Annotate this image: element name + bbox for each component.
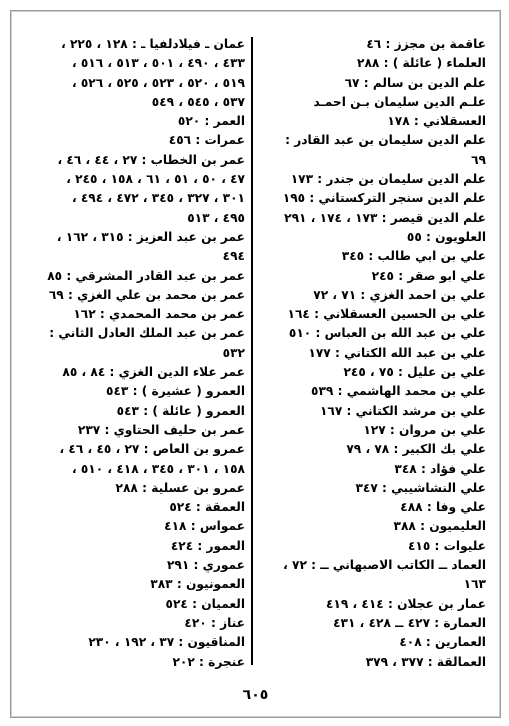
index-entry-line: ٤٩٥ ، ٥١٣ bbox=[187, 210, 245, 225]
index-entry-line: علي بن مرشد الكتاني : ١٦٧ bbox=[319, 403, 486, 418]
index-entry-line: عمر علاء الدين الغزي : ٨٤ ، ٨٥ bbox=[62, 365, 245, 380]
index-entry-line: علم الدين سنجر التركستاني : ١٩٥ bbox=[282, 191, 486, 206]
index-entry-line: علـم الدين سليمان بـن احمـد bbox=[313, 94, 486, 109]
index-entry-line: عمر بن عبد الملك العادل الثاني : bbox=[49, 326, 245, 341]
index-entry-line: العمارين : ٤٠٨ bbox=[399, 635, 486, 650]
index-entry-line: علي فؤاد : ٣٤٨ bbox=[394, 461, 486, 476]
index-entry-line: علي بك الكبير : ٧٨ ، ٧٩ bbox=[346, 442, 486, 457]
index-entry-line: عمواس : ٤١٨ bbox=[164, 519, 245, 534]
index-entry-line: علي بن عبد الله الكتاني : ١٧٧ bbox=[308, 345, 486, 360]
index-entry-line: علي ابو صقر : ٢٤٥ bbox=[371, 268, 486, 283]
index-entry-line: عناز : ٤٢٠ bbox=[184, 615, 245, 630]
index-entry-line: ٤٧ ، ٥٠ ، ٥١ ، ٦١ ، ١٥٨ ، ٢٤٥ ، bbox=[66, 172, 245, 187]
index-entry-line: ٥٣٢ bbox=[222, 345, 245, 360]
index-entry-line: المناقيون : ٣٧ ، ١٩٢ ، ٢٣٠ bbox=[88, 635, 245, 650]
index-entry-line: عليوات : ٤١٥ bbox=[407, 538, 486, 553]
index-entry-line: عموري : ٢٩١ bbox=[166, 558, 245, 573]
index-entry-line: عمر بن محمد بن علي الغزي : ٦٩ bbox=[48, 287, 245, 302]
index-entry-line: علم الدين بن سالم : ٦٧ bbox=[344, 75, 486, 90]
index-entry-line: عمر بن الخطاب : ٢٧ ، ٤٤ ، ٤٦ ، bbox=[57, 152, 245, 167]
index-entry-line: العلماء ( عائلة ) : ٢٨٨ bbox=[357, 56, 486, 71]
column-divider bbox=[251, 37, 253, 665]
index-entry-line: عمار بن عجلان : ٤١٤ ، ٤١٩ bbox=[325, 596, 486, 611]
index-entry-line: علي وفا : ٤٨٨ bbox=[400, 500, 486, 515]
index-entry-line: ٣٠١ ، ٣٢٧ ، ٣٤٥ ، ٤٧٢ ، ٤٩٤ ، bbox=[71, 191, 245, 206]
index-entry-line: علم الدين سليمان بن جندر : ١٧٣ bbox=[290, 172, 486, 187]
index-entry-line: ٤٣٣ ، ٤٩٠ ، ٥٠١ ، ٥١٣ ، ٥١٦ ، bbox=[71, 56, 245, 71]
index-entry-line: العليميون : ٣٨٨ bbox=[393, 519, 486, 534]
index-entry-line: العمونيون : ٣٨٣ bbox=[150, 577, 245, 592]
index-entry-line: علي بن ابي طالب : ٣٤٥ bbox=[341, 249, 486, 264]
index-entry-line: العمرو ( عائلة ) : ٥٤٣ bbox=[116, 403, 245, 418]
document-page bbox=[10, 10, 501, 718]
index-entry-line: العمرو ( عشيرة ) : ٥٤٣ bbox=[106, 384, 245, 399]
index-entry-line: علم الدين سليمان بن عبد القادر : bbox=[285, 133, 486, 148]
index-entry-line: علي بن عبد الله بن العباس : ٥١٠ bbox=[288, 326, 486, 341]
index-entry-line: العمالقة : ٣٧٧ ، ٣٧٩ bbox=[365, 654, 486, 669]
index-entry-line: علي بن محمد الهاشمي : ٥٣٩ bbox=[311, 384, 486, 399]
index-column-right bbox=[258, 35, 486, 672]
index-entry-line: علم الدين قيصر : ١٧٣ ، ١٧٤ ، ٢٩١ bbox=[284, 210, 486, 225]
page-number: ٦٠٥ bbox=[242, 687, 269, 703]
index-entry-line: علي بن احمد الغزي : ٧١ ، ٧٢ bbox=[313, 287, 486, 302]
index-entry-line: العسقلاني : ١٧٨ bbox=[387, 114, 486, 129]
index-entry-line: العميان : ٥٢٤ bbox=[165, 596, 245, 611]
index-entry-line: ٥١٩ ، ٥٢٠ ، ٥٢٣ ، ٥٢٥ ، ٥٢٦ ، bbox=[71, 75, 245, 90]
index-column-left bbox=[35, 35, 245, 672]
index-entry-line: ١٦٣ bbox=[463, 577, 486, 592]
index-entry-line: العمقة : ٥٢٤ bbox=[169, 500, 245, 515]
index-entry-line: عمر بن عبد القادر المشرقي : ٨٥ bbox=[47, 268, 245, 283]
index-entry-line: ٤٩٤ bbox=[222, 249, 245, 264]
index-entry-line: العمور : ٤٢٤ bbox=[170, 538, 245, 553]
index-entry-line: عمرو بن العاص : ٢٧ ، ٤٥ ، ٤٦ ، bbox=[59, 442, 245, 457]
index-entry-line: علي بن الحسين العسقلاني : ١٦٤ bbox=[287, 307, 486, 322]
index-entry-line: العماد ــ الكاتب الاصبهاني ــ : ٧٢ ، bbox=[283, 558, 486, 573]
index-entry-line: العلويون : ٥٥ bbox=[406, 229, 486, 244]
index-entry-line: العمارة : ٤٢٧ ــ ٤٢٨ ، ٤٣١ bbox=[333, 615, 486, 630]
index-entry-line: عمان ـ فيلادلفيا ـ : ١٢٨ ، ٢٢٥ ، bbox=[61, 37, 245, 51]
index-entry-line: علي بن مروان : ١٢٧ bbox=[363, 422, 486, 437]
index-entry-line: ٥٣٧ ، ٥٤٥ ، ٥٤٩ bbox=[151, 94, 245, 109]
index-entry-line: العمر : ٥٢٠ bbox=[177, 114, 245, 129]
index-entry-line: عمر بن محمد المحمدي : ١٦٢ bbox=[73, 307, 245, 322]
index-entry-line: عنجرة : ٢٠٢ bbox=[172, 654, 245, 669]
index-entry-line: عمر بن عبد العزيز : ٣١٥ ، ١٦٢ ، bbox=[56, 229, 245, 244]
index-entry-line: عمرو بن عسلية : ٢٨٨ bbox=[115, 480, 245, 495]
index-entry-line: علي بن عليل : ٧٥ ، ٢٤٥ bbox=[343, 365, 486, 380]
index-entry-line: عمر بن حليف الحتاوي : ٢٣٧ bbox=[77, 422, 245, 437]
index-entry-line: عمرات : ٤٥٦ bbox=[168, 133, 245, 148]
index-entry-line: عاقمة بن مجزز : ٤٦ bbox=[366, 37, 486, 51]
index-entry-line: ١٥٨ ، ٣٠١ ، ٣٤٥ ، ٤١٨ ، ٥١٠ ، bbox=[71, 461, 245, 476]
index-entry-line: علي النشاشيبي : ٣٤٧ bbox=[355, 480, 486, 495]
index-entry-line: ٦٩ bbox=[471, 152, 486, 167]
